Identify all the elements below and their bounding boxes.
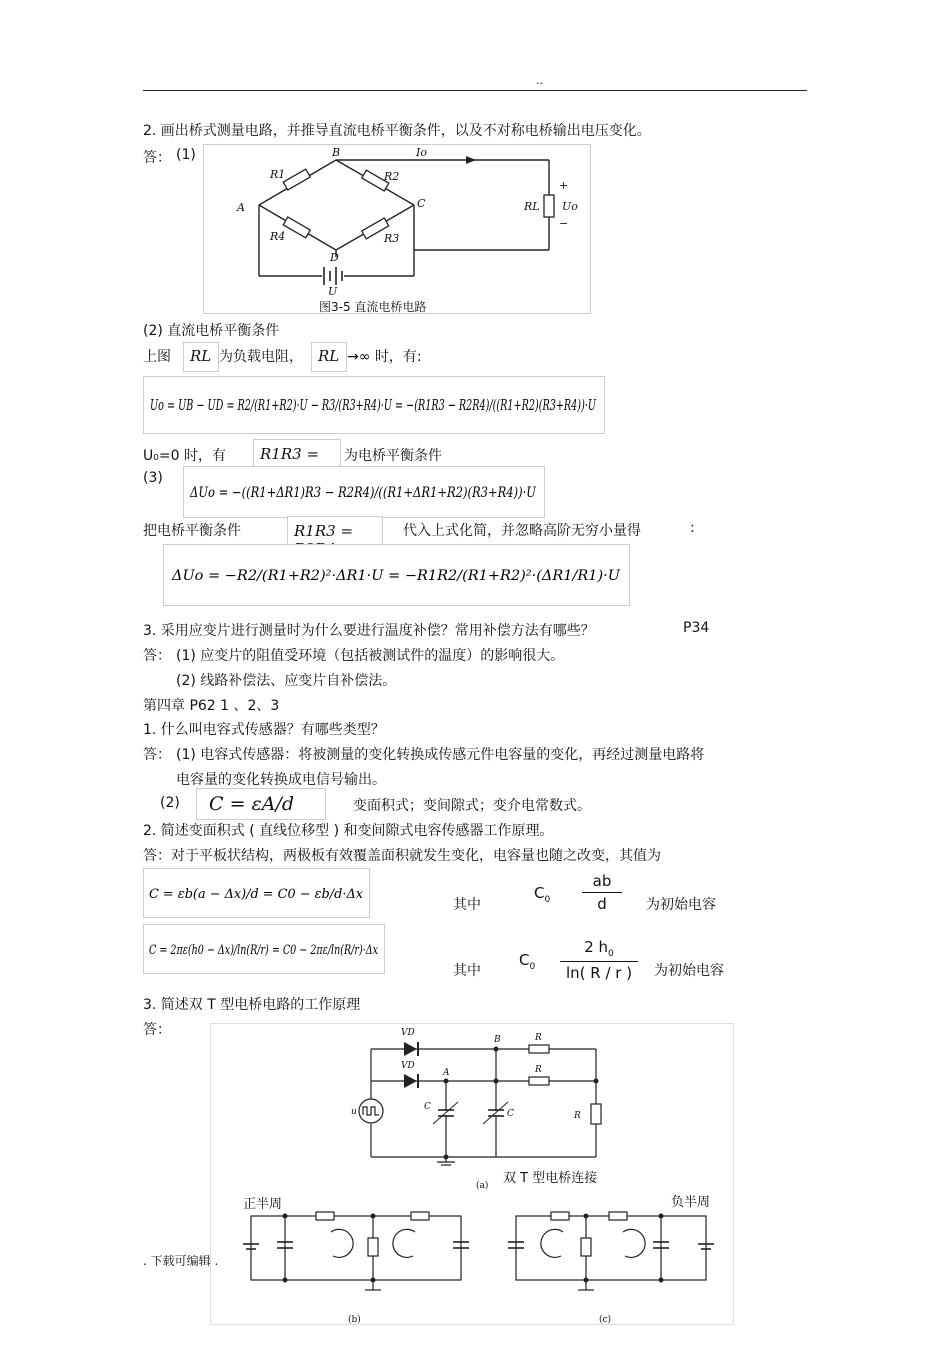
svg-text:C: C bbox=[507, 1109, 514, 1119]
q2-eq1-text: C = εb(a − Δx)/d = C0 − εb/d·Δx bbox=[149, 887, 364, 902]
rl-symbol: RL bbox=[318, 347, 340, 365]
q2-eq2-text: C = 2πε(h0 − Δx)/ln(R/r) = C0 − 2πε/ln(R/r)·Δx bbox=[149, 943, 379, 958]
balance-eq: R1R3 = bbox=[260, 445, 320, 463]
frac2-denominator: ln( R / r ) bbox=[565, 964, 633, 982]
q2-part2-label: (2) 直流电桥平衡条件 bbox=[143, 323, 280, 339]
ch4-q3-answer-prefix: 答： bbox=[143, 1022, 171, 1038]
ch4-q2-answer: 答：对于平板状结构，两极板有效覆盖面积就发生变化，电容量也随之改变，其值为 bbox=[143, 848, 661, 864]
equation-gap-type bbox=[143, 924, 385, 974]
q3-title: 3. 采用应变片进行测量时为什么要进行温度补偿？常用补偿方法有哪些？ bbox=[143, 623, 595, 639]
rl-symbol: RL bbox=[190, 347, 212, 365]
rl-symbol-box-1 bbox=[183, 342, 219, 372]
where-label-2: 其中 bbox=[453, 963, 481, 979]
output-current-label: Io bbox=[416, 146, 427, 159]
neg-half-label: 负半周 bbox=[671, 1195, 711, 1210]
subst-suffix: 代入上式化简，并忽略高阶无穷小量得 bbox=[403, 523, 641, 539]
balance-eq-box bbox=[253, 439, 341, 469]
subst-colon: : bbox=[690, 520, 695, 536]
initial-cap-1: 为初始电容 bbox=[646, 897, 716, 913]
eq1-text: Uo = UB − UD = R2/(R1+R2)·U − R3/(R3+R4)·U = −(R1R3 − R2R4)/((R1+R2)(R3+R4))·U bbox=[150, 396, 597, 414]
ch4-q1-a1-line2: 电容量的变化转换成电信号输出。 bbox=[176, 772, 386, 788]
where-label-1: 其中 bbox=[453, 897, 481, 913]
line-a3: →∞ 时，有: bbox=[347, 349, 422, 365]
resistor-label-r2: R2 bbox=[384, 170, 400, 183]
svg-text:A: A bbox=[443, 1068, 450, 1078]
ch4-q1-answer-prefix: 答： bbox=[143, 747, 171, 763]
capacitance-eq: C = εA/d bbox=[209, 793, 295, 815]
figure-caption: 图3-5 直流电桥电路 bbox=[319, 300, 427, 314]
node-label-c: C bbox=[417, 197, 426, 210]
source-label: U bbox=[328, 285, 338, 298]
fig-caption-a: 双 T 型电桥连接 bbox=[503, 1171, 598, 1186]
eq3-text: ΔUo = −R2/(R1+R2)²·ΔR1·U = −R1R2/(R1+R2)²·(ΔR1/R1)·U bbox=[170, 568, 622, 584]
footer-text: . 下载可编辑 . bbox=[143, 1254, 219, 1268]
minus-sign: − bbox=[559, 217, 569, 230]
equation-uo bbox=[143, 376, 605, 434]
svg-text:R: R bbox=[574, 1111, 581, 1121]
fig-label-a: (a) bbox=[476, 1181, 489, 1191]
balance-suffix: 为电桥平衡条件 bbox=[344, 448, 442, 464]
line-a2: 为负载电阻， bbox=[219, 349, 303, 365]
frac1-denominator: d bbox=[597, 895, 607, 913]
svg-text:R: R bbox=[535, 1033, 542, 1043]
double-t-bridge-figure bbox=[210, 1023, 734, 1325]
balance-prefix: U₀=0 时，有 bbox=[143, 448, 226, 464]
resistor-label-r3: R3 bbox=[384, 232, 400, 245]
equation-delta-uo bbox=[183, 466, 545, 518]
frac1-numerator: ab bbox=[582, 872, 622, 893]
q3-answer-1: (1) 应变片的阻值受环境（包括被测试件的温度）的影响很大。 bbox=[176, 648, 565, 664]
q3-answer-2: (2) 线路补偿法、应变片自补偿法。 bbox=[176, 673, 397, 689]
plus-sign: + bbox=[559, 179, 569, 192]
line-a1: 上图 bbox=[143, 349, 171, 365]
frac2-numerator bbox=[560, 938, 638, 962]
header-mark: .. bbox=[536, 74, 543, 87]
svg-text:VD: VD bbox=[401, 1028, 415, 1038]
ch4-q1-title: 1. 什么叫电容式传感器？有哪些类型？ bbox=[143, 722, 385, 738]
q2-answer-prefix: 答： bbox=[143, 150, 171, 166]
q2-part3-label: (3) bbox=[143, 470, 163, 486]
equation-area-type bbox=[143, 868, 370, 918]
rl-symbol-box-2 bbox=[311, 342, 347, 372]
node-label-b: B bbox=[332, 146, 341, 159]
svg-text:R: R bbox=[535, 1065, 542, 1075]
equation-delta-uo-simplified bbox=[163, 544, 630, 606]
frac2 bbox=[560, 938, 638, 982]
node-label-a: A bbox=[237, 201, 245, 214]
ch4-q1-a1-line1: (1) 电容式传感器：将被测量的变化转换成传感元件电容量的变化，再经过测量电路将 bbox=[176, 747, 705, 763]
q2-title: 2. 画出桥式测量电路，并推导直流电桥平衡条件，以及不对称电桥输出电压变化。 bbox=[143, 123, 651, 139]
c0-symbol-2 bbox=[519, 951, 535, 972]
svg-text:C: C bbox=[424, 1102, 431, 1112]
c0-letter: C bbox=[534, 884, 545, 902]
q3-answer-prefix: 答： bbox=[143, 648, 171, 664]
frac2-num-text: 2 h bbox=[584, 938, 609, 956]
q3-page-ref: P34 bbox=[683, 620, 710, 636]
frac1 bbox=[582, 872, 622, 913]
q2-part1-label: (1) bbox=[176, 147, 196, 163]
node-label-d: D bbox=[330, 251, 339, 264]
pos-half-label: 正半周 bbox=[243, 1197, 283, 1212]
c0-subscript: 0 bbox=[544, 895, 551, 905]
subst-prefix: 把电桥平衡条件 bbox=[143, 523, 241, 539]
output-voltage-label: Uo bbox=[562, 200, 578, 213]
resistor-label-r4: R4 bbox=[270, 230, 286, 243]
initial-cap-2: 为初始电容 bbox=[654, 963, 724, 979]
svg-text:B: B bbox=[494, 1035, 501, 1045]
header-rule bbox=[143, 90, 807, 91]
capacitance-eq-box bbox=[196, 788, 326, 820]
ch4-q1-a2-label: (2) bbox=[160, 795, 180, 811]
ch4-q2-title: 2. 简述变面积式 ( 直线位移型 ) 和变间隙式电容传感器工作原理。 bbox=[143, 823, 554, 839]
c0-symbol-1 bbox=[534, 884, 550, 905]
fig-label-b: (b) bbox=[348, 1315, 361, 1325]
ch4-q1-a2-text: 变面积式；变间隙式；变介电常数式。 bbox=[353, 798, 591, 814]
frac2-num-sub: 0 bbox=[608, 949, 614, 959]
svg-text:u: u bbox=[351, 1107, 357, 1117]
resistor-label-rl: RL bbox=[524, 200, 540, 213]
bridge-circuit-figure bbox=[203, 144, 591, 314]
svg-text:VD: VD bbox=[401, 1061, 415, 1071]
resistor-label-r1: R1 bbox=[270, 168, 286, 181]
c0-subscript: 0 bbox=[529, 962, 536, 972]
fig-label-c: (c) bbox=[599, 1315, 612, 1325]
subst-eq-box bbox=[287, 516, 383, 546]
subst-eq: R1R3 = bbox=[294, 522, 354, 540]
ch4-q3-title: 3. 简述双 T 型电桥电路的工作原理 bbox=[143, 997, 361, 1013]
eq2-text: ΔUo = −((R1+ΔR1)R3 − R2R4)/((R1+ΔR1+R2)(R3+R4))·U bbox=[189, 485, 537, 501]
c0-letter: C bbox=[519, 951, 530, 969]
ch4-title: 第四章 P62 1 、2、3 bbox=[143, 698, 280, 714]
